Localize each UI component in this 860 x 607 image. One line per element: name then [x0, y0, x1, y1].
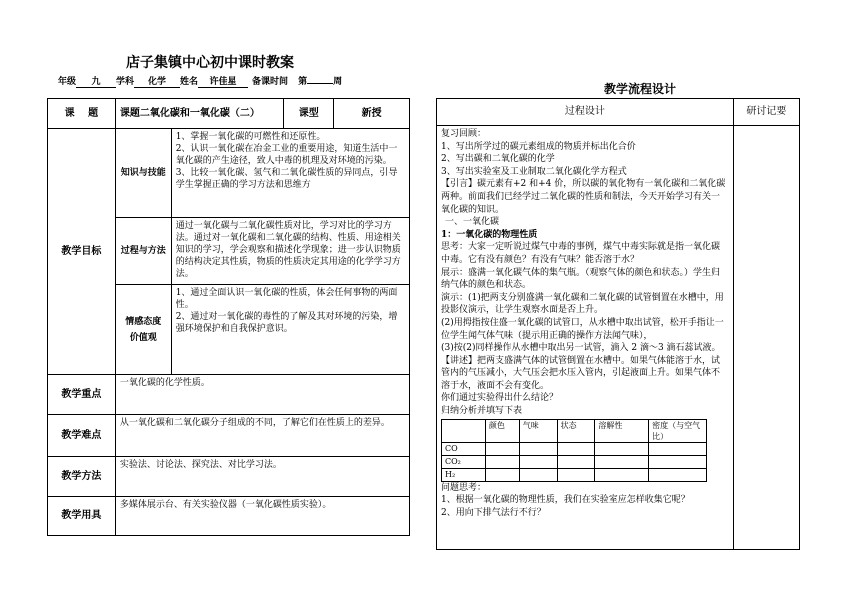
process-content — [437, 126, 734, 550]
lesson-meta-line — [58, 74, 342, 88]
section-heading: 一、一氧化碳 — [445, 217, 500, 228]
goal-text-emotion: 1、通过全面认识一氧化碳的性质，体会任何事物的两面性。 2、通过对一氧化碳的毒性的了解及其对环境的污染，增强环境保护和自我保护意识。 — [171, 285, 409, 375]
left-page-title: 店子集镇中心初中课时教案 — [126, 55, 294, 71]
teaching-goals-label: 教学目标 — [48, 129, 116, 375]
grade-label: 年级 — [58, 77, 77, 87]
review-heading: 复习回顾： — [441, 129, 487, 139]
property-row-label: CO₂ — [442, 455, 486, 468]
explanation-text: 【讲述】把两支盛满气体的试管倒置在水槽中。如果气体能溶于水，试管内的气压减小，大气压会把水压入管内，引起液面上升。如果气体不溶于水，液面不会有变化。 — [441, 355, 721, 391]
method-row — [48, 457, 410, 497]
property-header-solubility: 溶解性 — [595, 419, 649, 442]
property-table-header — [442, 419, 707, 442]
review-item-3: 3、写出实验室及工业制取二氧化碳化学方程式 — [441, 166, 627, 177]
goal-label-knowledge: 知识与技能 — [115, 129, 171, 218]
property-row-label: H₂ — [442, 468, 486, 481]
discussion-notes-cell — [733, 126, 799, 550]
process-design-table — [436, 98, 800, 550]
lesson-header-row — [48, 99, 410, 129]
table-instruction: 归纳分析并填写下表 — [441, 406, 523, 417]
property-row-co2 — [442, 455, 707, 468]
prep-time-label: 备课时间 — [252, 77, 289, 87]
week-suffix: 周 — [333, 77, 343, 87]
week-prefix: 第 — [298, 77, 308, 87]
demo-step-3: (3)按(2)同样操作从水槽中取出另一试管，滴入 2 滴～3 滴石蕊试液。 — [441, 343, 721, 354]
tools-text: 多媒体展示台、有关实验仪器（一氧化碳性质实验）。 — [115, 497, 409, 536]
goal-label-process: 过程与方法 — [115, 218, 171, 285]
name-value: 许佳星 — [198, 74, 248, 88]
grade-value: 九 — [76, 74, 116, 88]
review-item-2: 2、写出碳和二氧化碳的化学 — [441, 154, 555, 165]
lesson-type-label: 课型 — [284, 99, 334, 129]
property-table — [441, 419, 707, 482]
display-text: 展示：盛满一氧化碳气体的集气瓶。（观察气体的颜色和状态。）学生归纳气体的颜色和状态。 — [441, 267, 721, 291]
difficulty-row — [48, 415, 410, 457]
property-row-co — [442, 442, 707, 455]
lesson-plan-table — [47, 98, 410, 536]
lesson-title: 课题二氧化碳和一氧化碳（二） — [115, 99, 284, 129]
property-header-color: 颜色 — [485, 419, 519, 442]
lesson-type-value: 新授 — [334, 99, 410, 129]
method-text: 实验法、讨论法、探究法、对比学习法。 — [115, 457, 409, 497]
discussion-notes-header: 研讨记要 — [733, 99, 799, 126]
lesson-label: 课 题 — [48, 99, 116, 129]
key-point-row — [48, 375, 410, 415]
name-label: 姓名 — [180, 77, 199, 87]
problem-item-2: 2、用向下排气法行不行？ — [441, 507, 546, 518]
demo-step-1: 演示：(1)把两支分别盛满一氧化碳和二氧化碳的试管倒置在水槽中，用投影仪演示，让学生观察水面是否上升。 — [441, 292, 724, 316]
goal-text-process: 通过一氧化碳与二氧化碳性质对比，学习对比的学习方法。通过对一氧化碳和二氧化碳的结构、性质、用途相关知识的学习，学会观察和描述化学现象；进一步认识物质的结构决定其性质，物质的性质决定其用途的化学学习方法。 — [171, 218, 409, 285]
key-point-text: 一氧化碳的化学性质。 — [115, 375, 409, 415]
property-row-h2 — [442, 468, 707, 481]
thinking-text: 思考：大家一定听说过煤气中毒的事例，煤气中毒实际就是指一氧化碳中毒。它有没有颜色？有没有气味？能否溶于水？ — [441, 242, 721, 265]
tools-row — [48, 497, 410, 536]
problem-heading: 问题思考： — [441, 482, 487, 493]
subject-value: 化学 — [134, 74, 180, 88]
right-page-title: 教学流程设计 — [603, 82, 676, 96]
goal-text-knowledge: 1、掌握一氧化碳的可燃性和还原性。 2、认识一氧化碳在冶金工业的重要用途，知道生活中一氧化碳的产生途径，致人中毒的机理及对环境的污染。 3、比较一氧化碳、氢气和二氧化碳性质的异同点，引导学生掌握正确的学习方法和思维方 — [171, 129, 409, 218]
process-design-header: 过程设计 — [437, 99, 734, 126]
property-header-blank — [442, 419, 486, 442]
difficulty-label: 教学难点 — [48, 415, 116, 457]
process-header-row — [437, 99, 800, 126]
process-content-row — [437, 126, 800, 550]
subsection-heading: 1：一氧化碳的物理性质 — [441, 229, 538, 240]
tools-label: 教学用具 — [48, 497, 116, 536]
demo-step-2: (2)用拇指按住盛一氧化碳的试管口，从水槽中取出试管，松开手指让一位学生闻气体气味（提示用正确的操作方法闻气味）， — [441, 317, 724, 341]
method-label: 教学方法 — [48, 457, 116, 497]
difficulty-text: 从一氧化碳和二氧化碳分子组成的不同，了解它们在性质上的差异。 — [115, 415, 409, 457]
review-item-1: 1、写出所学过的碳元素组成的物质并标出化合价 — [441, 141, 636, 152]
problem-item-1: 1、根据一氧化碳的物理性质，我们在实验室应怎样收集它呢？ — [441, 495, 690, 506]
goal-row-knowledge — [48, 129, 410, 218]
property-header-odor: 气味 — [519, 419, 557, 442]
key-point-label: 教学重点 — [48, 375, 116, 415]
property-header-state: 状态 — [557, 419, 595, 442]
goal-label-emotion: 情感态度 价值观 — [115, 285, 171, 375]
conclusion-question: 你们通过实验得出什么结论？ — [441, 393, 559, 404]
subject-label: 学科 — [116, 77, 135, 87]
introduction-text: 【引言】碳元素有+2 和+4 价，所以碳的氧化物有一氧化碳和二氧化碳两种。前面我们已经学过二氧化碳的性质和制法，今天开始学习有关一氧化碳的知识。 — [441, 179, 726, 215]
property-header-density: 密度（与空气比） — [649, 419, 707, 442]
week-value — [307, 83, 333, 84]
property-row-label: CO — [442, 442, 486, 455]
